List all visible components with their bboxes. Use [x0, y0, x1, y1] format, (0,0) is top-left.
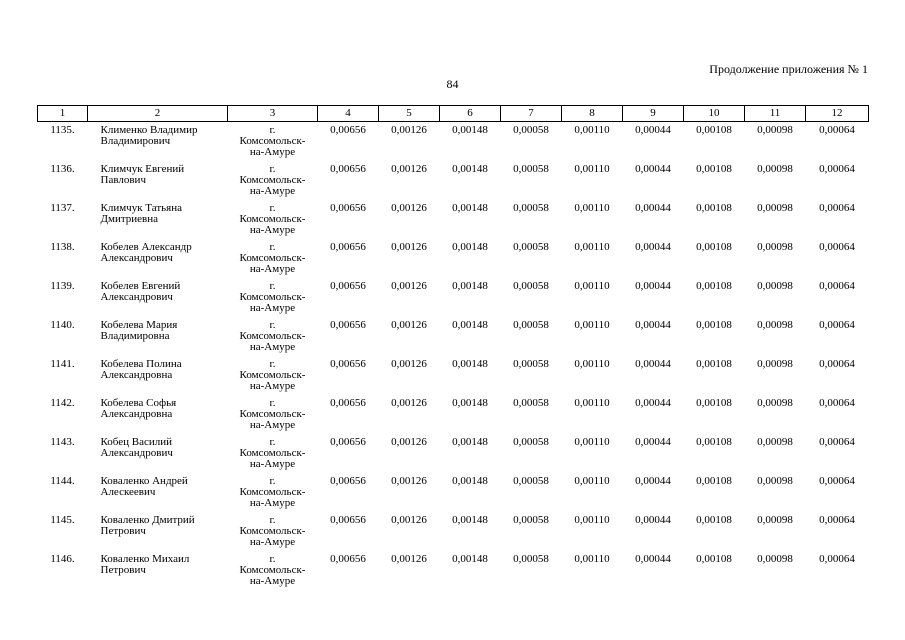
value-cell: 0,00064 — [819, 163, 855, 175]
value-cell: 0,00110 — [574, 241, 610, 253]
person-name-line: Петрович — [100, 564, 146, 576]
value-cell: 0,00098 — [757, 202, 793, 214]
city-line: Комсомольск- — [239, 135, 306, 147]
city-line: Комсомольск- — [239, 252, 306, 264]
row-number: 1145. — [50, 514, 75, 526]
value-cell: 0,00110 — [574, 397, 610, 409]
table-row — [38, 162, 869, 201]
person-name — [88, 162, 228, 201]
city-line: Комсомольск- — [239, 291, 306, 303]
value-cell: 0,00098 — [757, 514, 793, 526]
table-row — [38, 122, 869, 163]
value-cell: 0,00064 — [819, 514, 855, 526]
value-cell: 0,00126 — [391, 553, 427, 565]
value-cell: 0,00108 — [696, 436, 732, 448]
value-cell: 0,00098 — [757, 319, 793, 331]
value-cell: 0,00044 — [635, 241, 671, 253]
city — [228, 513, 318, 552]
column-header: 7 — [501, 106, 562, 122]
city — [228, 318, 318, 357]
value-cell: 0,00656 — [330, 553, 366, 565]
person-name-line: Кобелев Александр — [100, 241, 192, 253]
value-cell: 0,00058 — [513, 436, 549, 448]
value-cell: 0,00126 — [391, 163, 427, 175]
value-cell: 0,00148 — [452, 553, 488, 565]
city-line: Комсомольск- — [239, 525, 306, 537]
city-line: на-Амуре — [249, 146, 296, 158]
person-name-line: Коваленко Андрей — [100, 475, 188, 487]
city-line: г. — [269, 241, 276, 253]
value-cell: 0,00098 — [757, 163, 793, 175]
city-line: Комсомольск- — [239, 486, 306, 498]
city-line: г. — [269, 163, 276, 175]
city-line: на-Амуре — [249, 302, 296, 314]
table-row — [38, 435, 869, 474]
table-row — [38, 201, 869, 240]
person-name — [88, 396, 228, 435]
person-name — [88, 279, 228, 318]
column-header: 1 — [38, 106, 88, 122]
city-line: г. — [269, 280, 276, 292]
value-cell: 0,00148 — [452, 358, 488, 370]
city-line: на-Амуре — [249, 458, 296, 470]
value-cell: 0,00148 — [452, 514, 488, 526]
value-cell: 0,00044 — [635, 358, 671, 370]
value-cell: 0,00148 — [452, 436, 488, 448]
value-cell: 0,00110 — [574, 319, 610, 331]
person-name-line: Кобелева Полина — [100, 358, 182, 370]
person-name-line: Коваленко Михаил — [100, 553, 190, 565]
value-cell: 0,00148 — [452, 319, 488, 331]
column-header: 4 — [318, 106, 379, 122]
row-number: 1146. — [50, 553, 75, 565]
city-line: г. — [269, 202, 276, 214]
value-cell: 0,00108 — [696, 553, 732, 565]
value-cell: 0,00108 — [696, 319, 732, 331]
person-name-line: Александрович — [100, 291, 173, 303]
value-cell: 0,00126 — [391, 280, 427, 292]
city-line: на-Амуре — [249, 341, 296, 353]
value-cell: 0,00044 — [635, 202, 671, 214]
row-number: 1139. — [50, 280, 75, 292]
table-row — [38, 357, 869, 396]
value-cell: 0,00108 — [696, 475, 732, 487]
column-header: 2 — [88, 106, 228, 122]
person-name-line: Кобелев Евгений — [100, 280, 181, 292]
person-name — [88, 552, 228, 591]
value-cell: 0,00064 — [819, 124, 855, 136]
table-row — [38, 474, 869, 513]
person-name — [88, 240, 228, 279]
person-name — [88, 474, 228, 513]
table-row — [38, 279, 869, 318]
value-cell: 0,00110 — [574, 202, 610, 214]
column-header: 11 — [745, 106, 806, 122]
row-number: 1144. — [50, 475, 75, 487]
value-cell: 0,00064 — [819, 358, 855, 370]
value-cell: 0,00148 — [452, 124, 488, 136]
person-name-line: Владимировна — [100, 330, 170, 342]
row-number: 1138. — [50, 241, 75, 253]
value-cell: 0,00064 — [819, 553, 855, 565]
city — [228, 162, 318, 201]
person-name-line: Павлович — [100, 174, 146, 186]
city-line: г. — [269, 319, 276, 331]
value-cell: 0,00044 — [635, 280, 671, 292]
city-line: Комсомольск- — [239, 330, 306, 342]
value-cell: 0,00098 — [757, 475, 793, 487]
person-name-line: Климчук Татьяна — [100, 202, 182, 214]
person-name — [88, 435, 228, 474]
value-cell: 0,00058 — [513, 319, 549, 331]
value-cell: 0,00126 — [391, 358, 427, 370]
city — [228, 552, 318, 591]
row-number: 1140. — [50, 319, 75, 331]
value-cell: 0,00126 — [391, 436, 427, 448]
value-cell: 0,00098 — [757, 397, 793, 409]
value-cell: 0,00108 — [696, 202, 732, 214]
city-line: г. — [269, 358, 276, 370]
value-cell: 0,00098 — [757, 553, 793, 565]
value-cell: 0,00098 — [757, 358, 793, 370]
row-number: 1135. — [50, 124, 75, 136]
column-header: 9 — [623, 106, 684, 122]
value-cell: 0,00656 — [330, 241, 366, 253]
column-header: 6 — [440, 106, 501, 122]
value-cell: 0,00656 — [330, 475, 366, 487]
person-name — [88, 122, 228, 163]
column-header: 10 — [684, 106, 745, 122]
city-line: г. — [269, 397, 276, 409]
value-cell: 0,00058 — [513, 202, 549, 214]
value-cell: 0,00064 — [819, 475, 855, 487]
person-name-line: Дмитриевна — [100, 213, 159, 225]
value-cell: 0,00044 — [635, 319, 671, 331]
table-row — [38, 240, 869, 279]
person-name-line: Александрович — [100, 447, 173, 459]
value-cell: 0,00064 — [819, 241, 855, 253]
city-line: Комсомольск- — [239, 369, 306, 381]
value-cell: 0,00148 — [452, 202, 488, 214]
person-name-line: Клименко Владимир — [100, 124, 198, 136]
column-header: 12 — [806, 106, 869, 122]
city — [228, 474, 318, 513]
row-number: 1143. — [50, 436, 75, 448]
value-cell: 0,00148 — [452, 397, 488, 409]
person-name — [88, 318, 228, 357]
row-number: 1142. — [50, 397, 75, 409]
value-cell: 0,00108 — [696, 241, 732, 253]
person-name-line: Александровна — [100, 369, 173, 381]
value-cell: 0,00110 — [574, 436, 610, 448]
value-cell: 0,00064 — [819, 319, 855, 331]
value-cell: 0,00108 — [696, 163, 732, 175]
city-line: Комсомольск- — [239, 174, 306, 186]
value-cell: 0,00110 — [574, 475, 610, 487]
city-line: г. — [269, 553, 276, 565]
row-number: 1136. — [50, 163, 75, 175]
column-header: 3 — [228, 106, 318, 122]
column-header: 5 — [379, 106, 440, 122]
value-cell: 0,00110 — [574, 553, 610, 565]
value-cell: 0,00064 — [819, 280, 855, 292]
city-line: Комсомольск- — [239, 447, 306, 459]
person-name-line: Александрович — [100, 252, 173, 264]
value-cell: 0,00098 — [757, 124, 793, 136]
person-name-line: Кобец Василий — [100, 436, 173, 448]
city — [228, 279, 318, 318]
value-cell: 0,00148 — [452, 163, 488, 175]
city — [228, 396, 318, 435]
value-cell: 0,00044 — [635, 163, 671, 175]
table-header — [38, 106, 869, 122]
person-name-line: Климчук Евгений — [100, 163, 185, 175]
value-cell: 0,00656 — [330, 436, 366, 448]
value-cell: 0,00058 — [513, 124, 549, 136]
value-cell: 0,00656 — [330, 202, 366, 214]
value-cell: 0,00108 — [696, 397, 732, 409]
value-cell: 0,00110 — [574, 163, 610, 175]
value-cell: 0,00656 — [330, 397, 366, 409]
value-cell: 0,00126 — [391, 241, 427, 253]
city-line: Комсомольск- — [239, 213, 306, 225]
city — [228, 240, 318, 279]
city-line: на-Амуре — [249, 185, 296, 197]
person-name — [88, 357, 228, 396]
city-line: на-Амуре — [249, 419, 296, 431]
value-cell: 0,00044 — [635, 475, 671, 487]
table-row — [38, 552, 869, 591]
row-number: 1137. — [50, 202, 75, 214]
city-line: на-Амуре — [249, 224, 296, 236]
value-cell: 0,00058 — [513, 358, 549, 370]
value-cell: 0,00058 — [513, 397, 549, 409]
value-cell: 0,00108 — [696, 514, 732, 526]
person-name-line: Александровна — [100, 408, 173, 420]
city-line: г. — [269, 514, 276, 526]
value-cell: 0,00148 — [452, 280, 488, 292]
city — [228, 357, 318, 396]
data-table — [37, 105, 869, 591]
value-cell: 0,00058 — [513, 163, 549, 175]
person-name-line: Алескеевич — [100, 486, 156, 498]
value-cell: 0,00064 — [819, 397, 855, 409]
value-cell: 0,00058 — [513, 280, 549, 292]
city-line: на-Амуре — [249, 263, 296, 275]
city-line: на-Амуре — [249, 536, 296, 548]
city-line: на-Амуре — [249, 575, 296, 587]
value-cell: 0,00110 — [574, 514, 610, 526]
person-name — [88, 201, 228, 240]
person-name-line: Петрович — [100, 525, 146, 537]
person-name-line: Кобелева Софья — [100, 397, 177, 409]
value-cell: 0,00148 — [452, 241, 488, 253]
value-cell: 0,00044 — [635, 553, 671, 565]
city-line: г. — [269, 124, 276, 136]
city-line: на-Амуре — [249, 497, 296, 509]
value-cell: 0,00126 — [391, 202, 427, 214]
city-line: Комсомольск- — [239, 408, 306, 420]
city — [228, 122, 318, 163]
city-line: г. — [269, 436, 276, 448]
page-number: 84 — [446, 77, 459, 91]
city — [228, 201, 318, 240]
appendix-note: Продолжение приложения № 1 — [709, 62, 868, 76]
city-line: Комсомольск- — [239, 564, 306, 576]
person-name — [88, 513, 228, 552]
value-cell: 0,00098 — [757, 280, 793, 292]
value-cell: 0,00126 — [391, 124, 427, 136]
city-line: на-Амуре — [249, 380, 296, 392]
value-cell: 0,00148 — [452, 475, 488, 487]
value-cell: 0,00064 — [819, 436, 855, 448]
value-cell: 0,00058 — [513, 475, 549, 487]
value-cell: 0,00064 — [819, 202, 855, 214]
person-name-line: Кобелева Мария — [100, 319, 178, 331]
value-cell: 0,00098 — [757, 436, 793, 448]
value-cell: 0,00108 — [696, 280, 732, 292]
value-cell: 0,00110 — [574, 280, 610, 292]
person-name-line: Коваленко Дмитрий — [100, 514, 195, 526]
value-cell: 0,00110 — [574, 124, 610, 136]
city-line: г. — [269, 475, 276, 487]
value-cell: 0,00058 — [513, 553, 549, 565]
value-cell: 0,00110 — [574, 358, 610, 370]
table-body — [38, 122, 869, 592]
value-cell: 0,00126 — [391, 514, 427, 526]
value-cell: 0,00656 — [330, 358, 366, 370]
column-header: 8 — [562, 106, 623, 122]
value-cell: 0,00108 — [696, 358, 732, 370]
value-cell: 0,00126 — [391, 397, 427, 409]
value-cell: 0,00656 — [330, 280, 366, 292]
value-cell: 0,00656 — [330, 163, 366, 175]
value-cell: 0,00098 — [757, 241, 793, 253]
value-cell: 0,00044 — [635, 124, 671, 136]
table-row — [38, 513, 869, 552]
value-cell: 0,00656 — [330, 124, 366, 136]
table-row — [38, 318, 869, 357]
value-cell: 0,00058 — [513, 514, 549, 526]
person-name-line: Владимирович — [100, 135, 171, 147]
value-cell: 0,00656 — [330, 514, 366, 526]
value-cell: 0,00126 — [391, 319, 427, 331]
value-cell: 0,00058 — [513, 241, 549, 253]
header-row — [38, 106, 869, 122]
row-number: 1141. — [50, 358, 75, 370]
table-row — [38, 396, 869, 435]
value-cell: 0,00044 — [635, 436, 671, 448]
value-cell: 0,00044 — [635, 514, 671, 526]
value-cell: 0,00044 — [635, 397, 671, 409]
city — [228, 435, 318, 474]
value-cell: 0,00126 — [391, 475, 427, 487]
value-cell: 0,00656 — [330, 319, 366, 331]
value-cell: 0,00108 — [696, 124, 732, 136]
